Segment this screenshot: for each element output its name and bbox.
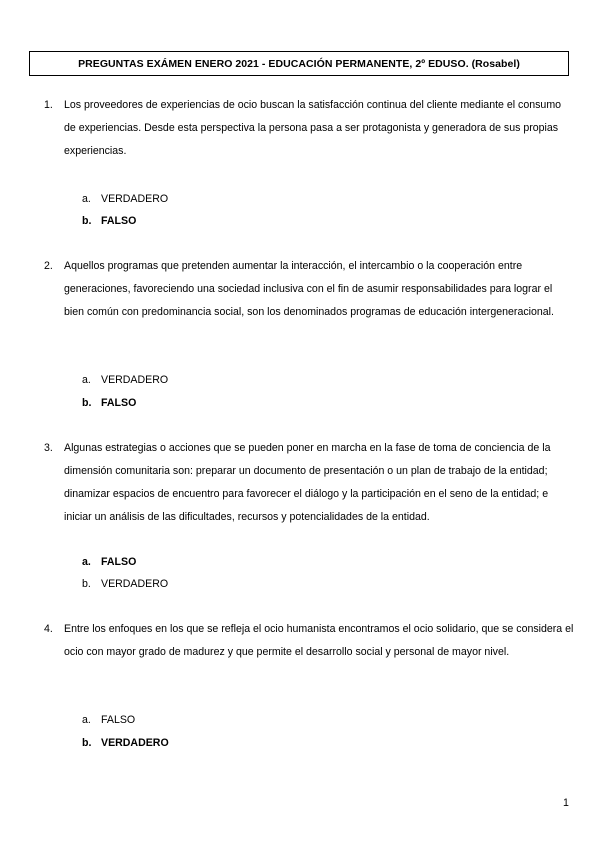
option-letter: b. xyxy=(82,737,92,749)
question-3-option-b xyxy=(82,577,168,591)
question-3-option-a xyxy=(82,555,136,569)
question-number: 1. xyxy=(44,99,53,111)
question-2-option-b xyxy=(82,396,136,410)
option-label: VERDADERO xyxy=(101,578,169,590)
question-3 xyxy=(44,437,574,529)
page-title xyxy=(29,51,569,76)
question-2-option-a xyxy=(82,373,168,387)
option-label: FALSO xyxy=(101,556,137,568)
option-letter: a. xyxy=(82,193,91,205)
question-2 xyxy=(44,255,574,324)
page-number: 1 xyxy=(563,797,569,809)
option-label: VERDADERO xyxy=(101,193,169,205)
question-1 xyxy=(44,94,574,163)
question-text: Entre los enfoques en los que se refleja el ocio humanista encontramos el ocio solidario, que se considera el ocio con mayor grado de madurez y que permite el desarrollo social y personal de mayor nivel. xyxy=(64,623,574,658)
question-number: 2. xyxy=(44,260,53,272)
question-text: Algunas estrategias o acciones que se pueden poner en marcha en la fase de toma de conciencia de la dimensión comunitaria son: preparar un documento de presentación o un plan de trabajo de la entidad; dinamizar espacios de encuentro para favorecer el diálogo y la participación en el seno de la entidad; e iniciar un análisis de las dificultades, recursos y potencialidades de la entidad. xyxy=(64,442,551,523)
option-letter: b. xyxy=(82,397,92,409)
question-number: 3. xyxy=(44,442,53,454)
option-label: VERDADERO xyxy=(101,374,169,386)
page-title-text: PREGUNTAS EXÁMEN ENERO 2021 - EDUCACIÓN PERMANENTE, 2º EDUSO. (Rosabel) xyxy=(78,57,520,70)
question-text: Aquellos programas que pretenden aumentar la interacción, el intercambio o la cooperación entre generaciones, favoreciendo una sociedad inclusiva con el fin de asumir responsabilidades para lograr el bien común con predominancia social, son los denominados programas de educación intergeneracional. xyxy=(64,260,554,318)
option-label: VERDADERO xyxy=(101,737,169,749)
option-letter: a. xyxy=(82,714,91,726)
question-4-option-a xyxy=(82,713,135,727)
question-4-option-b xyxy=(82,736,169,750)
option-label: FALSO xyxy=(101,215,137,227)
option-letter: b. xyxy=(82,215,92,227)
option-label: FALSO xyxy=(101,397,137,409)
option-letter: a. xyxy=(82,556,91,568)
option-label: FALSO xyxy=(101,714,136,726)
option-letter: b. xyxy=(82,578,91,590)
question-1-option-a xyxy=(82,192,168,206)
question-number: 4. xyxy=(44,623,53,635)
question-text: Los proveedores de experiencias de ocio buscan la satisfacción continua del cliente mediante el consumo de experiencias. Desde esta perspectiva la persona pasa a ser protagonista y generadora de sus propias experiencias. xyxy=(64,99,562,157)
option-letter: a. xyxy=(82,374,91,386)
question-4 xyxy=(44,618,574,664)
question-1-option-b xyxy=(82,214,136,228)
